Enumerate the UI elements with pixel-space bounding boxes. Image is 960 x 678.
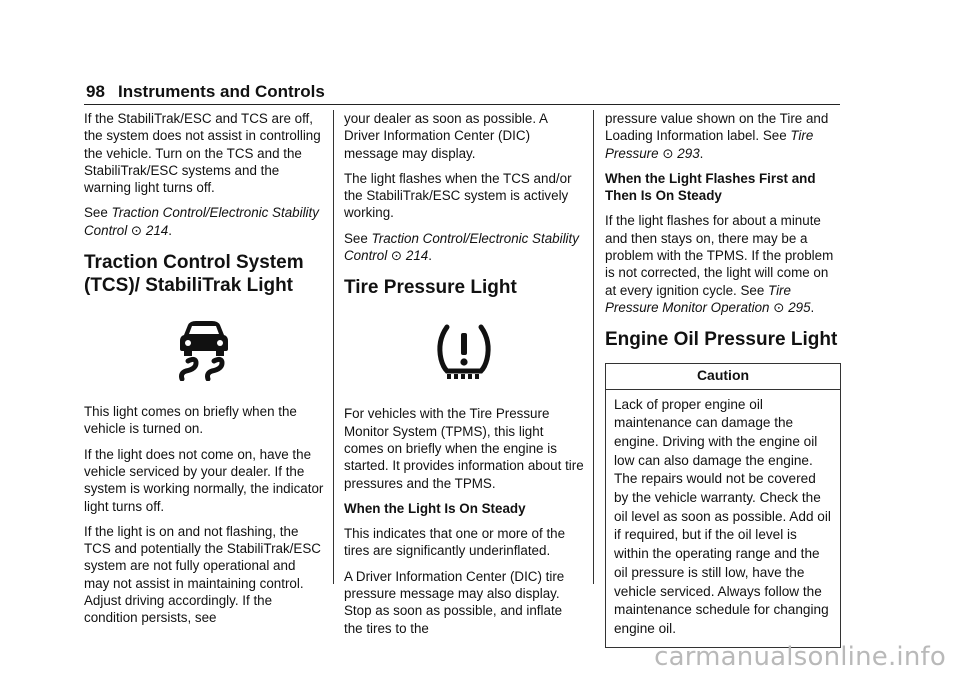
paragraph: The light flashes when the TCS and/or the StabiliTrak/ESC system is actively working. (344, 170, 572, 221)
paragraph: your dealer as soon as possible. A Driver Information Center (DIC) message may display. (344, 111, 548, 161)
page-ref-number[interactable]: 295 (788, 299, 811, 315)
see-reference: See Traction Control/Electronic Stability Control ⊙ 214. (344, 230, 579, 264)
cross-reference-link[interactable]: Traction Control/Electronic Stability Control (344, 230, 579, 264)
page-header (84, 82, 840, 105)
column-3 (605, 110, 841, 648)
page-number: 98 (86, 82, 105, 101)
page-ref-icon: ⊙ (662, 145, 674, 161)
page-ref-icon: ⊙ (390, 248, 403, 264)
paragraph: If the StabiliTrak/ESC and TCS are off, the system does not assist in controlling the vehicle. Turn on the TCS and the StabiliTrak/ESC systems and the warning light turns off. (84, 111, 321, 196)
column-divider-1 (333, 110, 334, 584)
page-ref-number[interactable]: 293 (677, 145, 700, 161)
paragraph: pressure value shown on the Tire and Loading Information label. See Tire Pressure ⊙ 293. (605, 111, 829, 161)
traction-control-warning-icon (84, 309, 324, 391)
section-heading-tcs: Traction Control System (TCS)/ StabiliTrak Light (84, 252, 304, 297)
page-ref-icon: ⊙ (130, 222, 143, 238)
paragraph: This light comes on briefly when the vehicle is turned on. (84, 404, 297, 437)
paragraph: This indicates that one or more of the tires are significantly underinflated. (344, 526, 566, 559)
page-ref-icon: ⊙ (773, 299, 785, 315)
caution-body: Lack of proper engine oil maintenance can damage the engine. Driving with the engine oil low can also damage the engine. The repairs would not be covered by the vehicle warranty. Check the oil level as soon as possible. Add oil if required, but if the oil level is within the operating range and the oil pressure is still low, have the vehicle serviced. Always follow the maintenance schedule for changing engine oil. (614, 396, 831, 636)
caution-box (605, 363, 841, 647)
watermark: carmanualsonline.info (654, 642, 946, 672)
paragraph: If the light is on and not flashing, the TCS and potentially the StabiliTrak/ESC system are not fully operational and may not assist in maintaining control. Adjust driving accordingly. If the condition persists, see (84, 523, 321, 626)
paragraph: A Driver Information Center (DIC) tire pressure message may also display. Stop as soon as possible, and inflate the tires to the (344, 568, 565, 636)
column-divider-2 (593, 110, 594, 584)
caution-title: Caution (606, 364, 840, 389)
see-reference: See Traction Control/Electronic Stability Control ⊙ 214. (84, 205, 319, 238)
cross-reference-link[interactable]: Tire Pressure (605, 128, 814, 161)
page-ref-number[interactable]: 214 (405, 248, 429, 264)
paragraph: If the light flashes for about a minute and then stays on, there may be a problem with the TPMS. If the problem is not corrected, the light will come on at every ignition cycle. See Tire Pressure Monitor Operation ⊙ 295. (605, 213, 834, 315)
paragraph: If the light does not come on, have the vehicle serviced by your dealer. If the system is working normally, the indicator light turns off. (84, 446, 324, 514)
cross-reference-link[interactable]: Traction Control/Electronic Stability Control (84, 205, 319, 238)
page-ref-number[interactable]: 214 (145, 222, 169, 238)
sub-heading: When the Light Is On Steady (344, 500, 526, 516)
paragraph: For vehicles with the Tire Pressure Monitor System (TPMS), this light comes on briefly when the engine is started. It provides information about tire pressures and the TPMS. (344, 406, 584, 491)
section-heading-tire-pressure: Tire Pressure Light (344, 277, 517, 299)
column-2 (344, 110, 584, 645)
section-heading-oil-pressure: Engine Oil Pressure Light (605, 329, 838, 351)
section-title: Instruments and Controls (118, 82, 325, 101)
cross-reference-link[interactable]: Tire Pressure Monitor Operation (605, 282, 791, 315)
sub-heading: When the Light Flashes First and Then Is On Steady (605, 170, 816, 204)
tire-pressure-warning-icon (344, 311, 584, 393)
column-1 (84, 110, 324, 635)
